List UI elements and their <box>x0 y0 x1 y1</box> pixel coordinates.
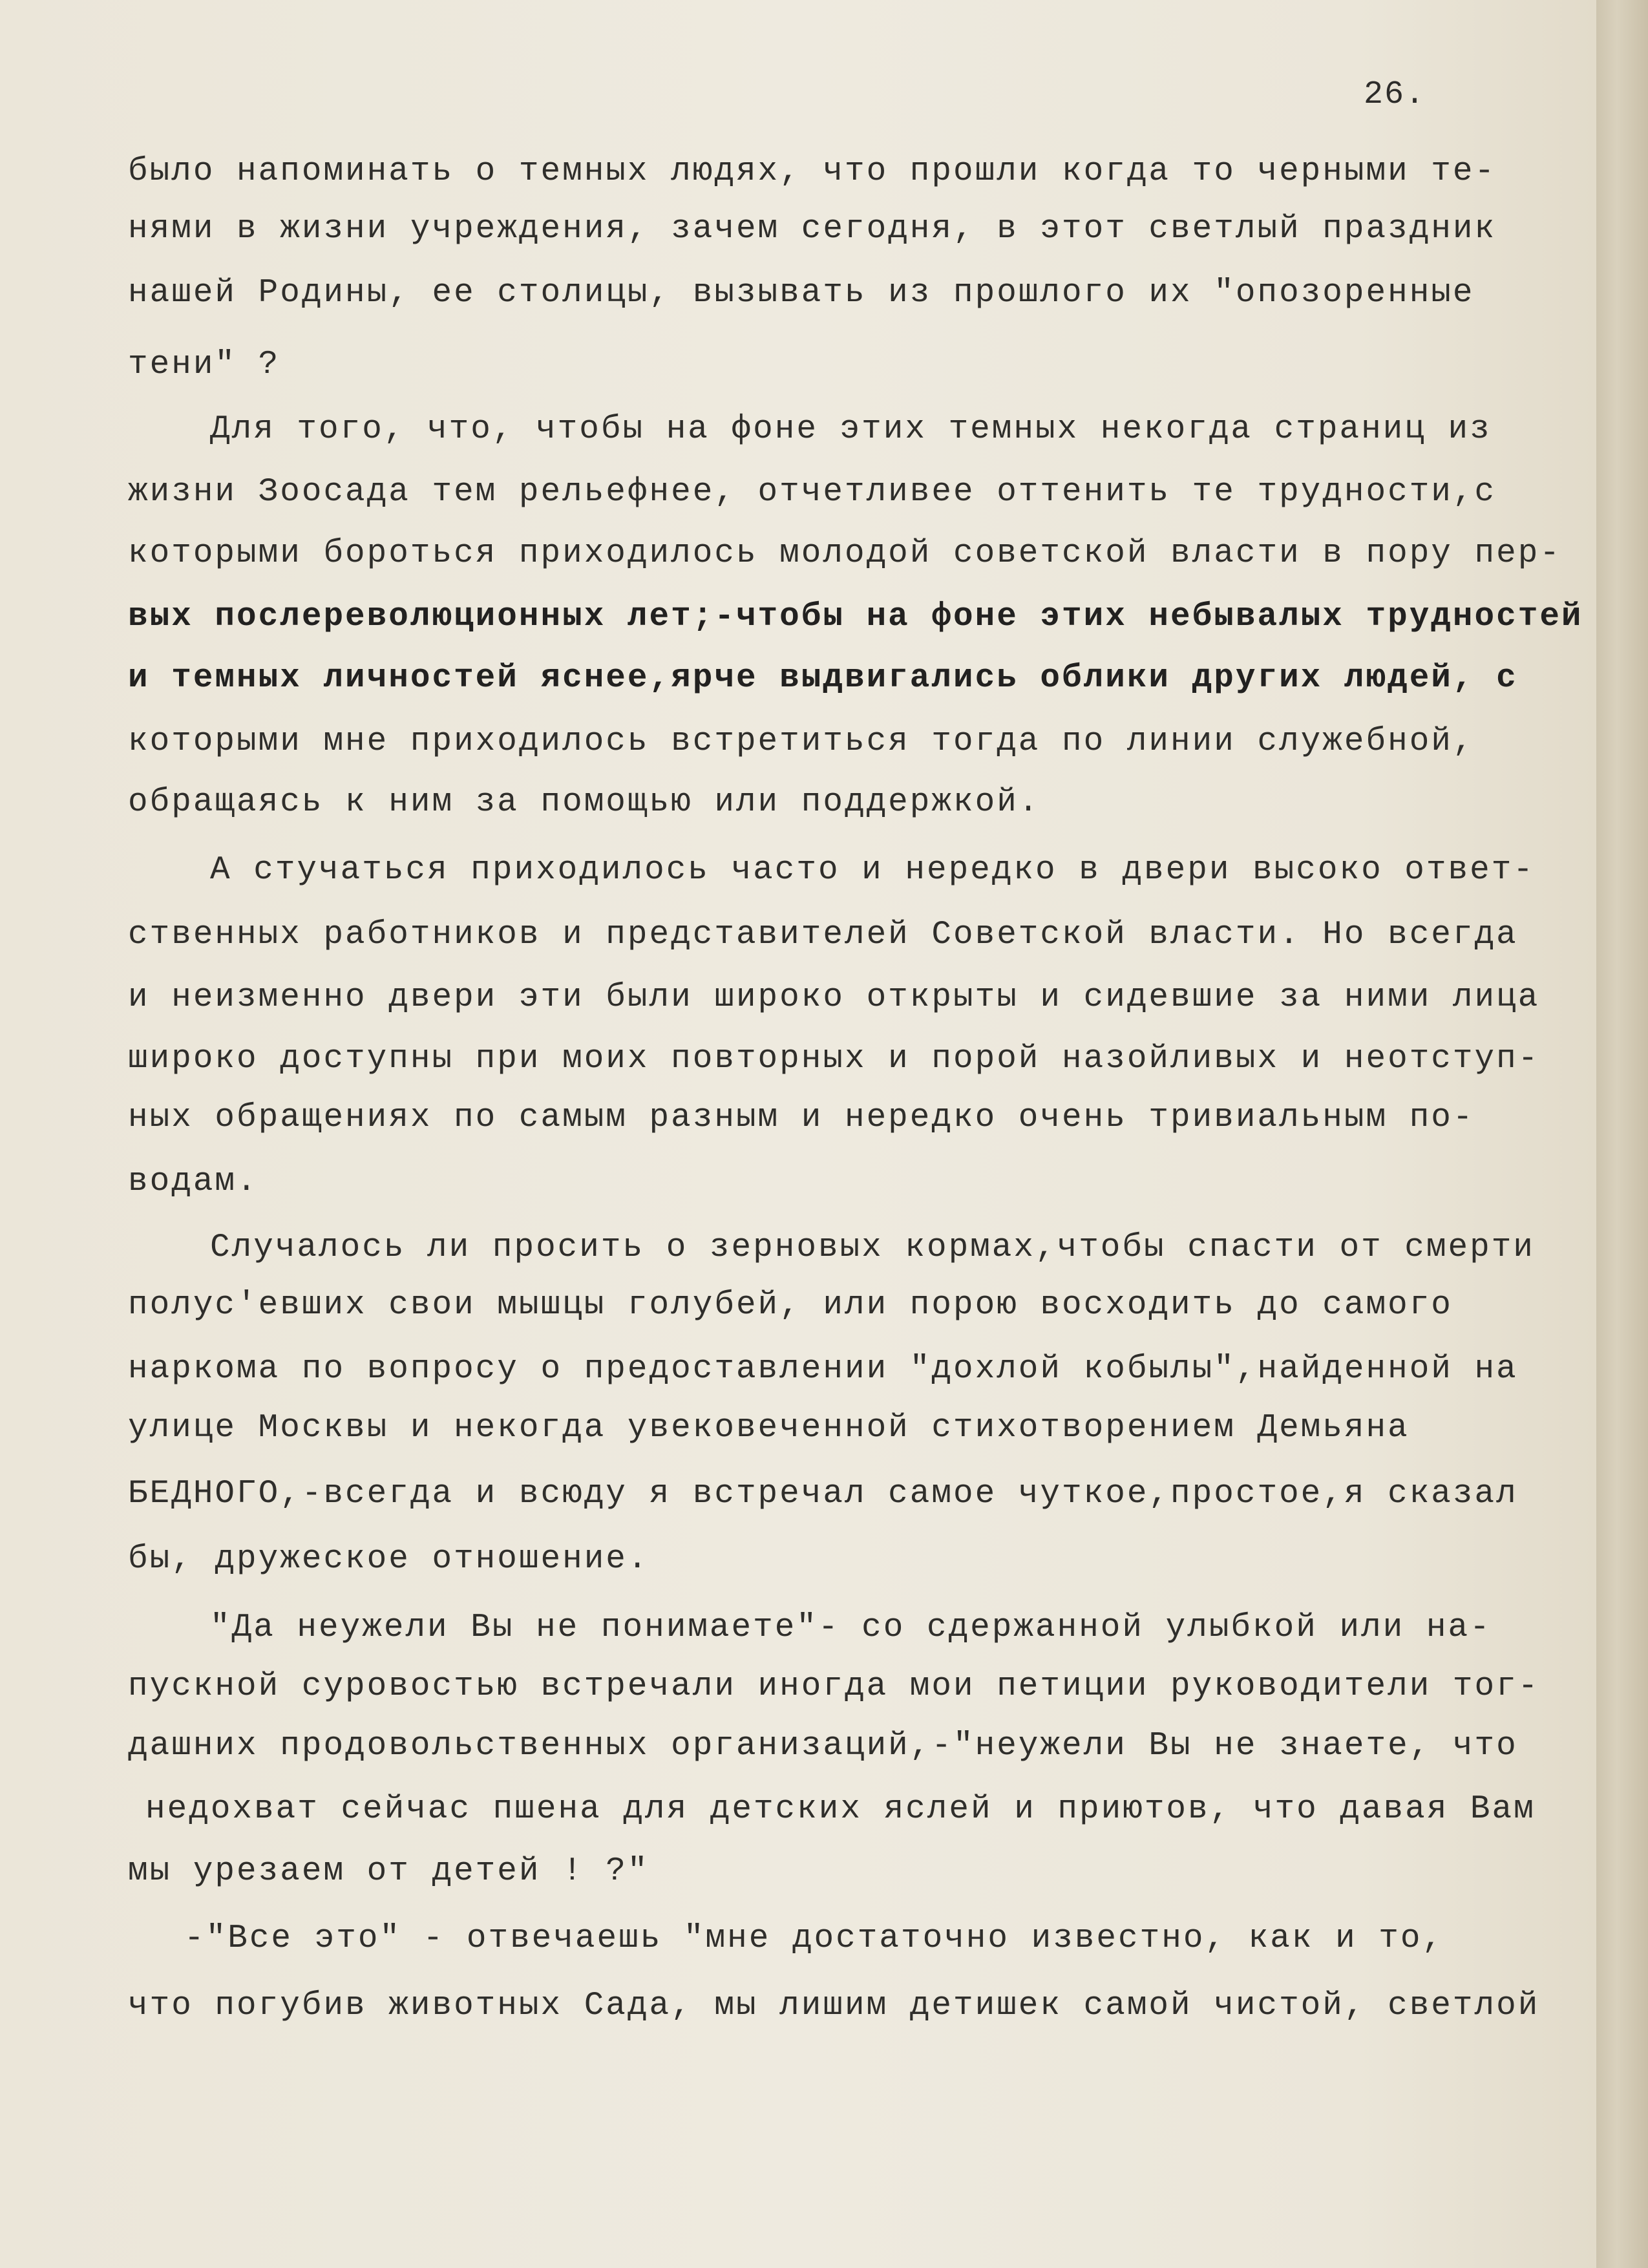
text-line: тени" ? <box>128 346 280 383</box>
text-line: нашей Родины, ее столицы, вызывать из прошлого их "опозоренные <box>128 275 1475 312</box>
text-line: "Да неужели Вы не понимаете"- со сдержанной улыбкой или на- <box>210 1609 1492 1646</box>
text-line: -"Все это" - отвечаешь "мне достаточно известно, как и то, <box>184 1920 1444 1957</box>
text-line: пускной суровостью встречали иногда мои петиции руководители тог- <box>128 1668 1540 1705</box>
text-line: было напоминать о темных людях, что прошли когда то черными те- <box>128 153 1497 190</box>
text-line: и темных личностей яснее,ярче выдвигались облики других людей, с <box>128 660 1518 697</box>
text-line: БЕДНОГО,-всегда и всюду я встречал самое чуткое,простое,я сказал <box>128 1476 1518 1512</box>
text-line: недохват сейчас пшена для детских яслей и приютов, что давая Вам <box>145 1791 1536 1828</box>
text-line: вых послереволюционных лет;-чтобы на фоне этих небывалых трудностей <box>128 599 1583 635</box>
text-line: которыми мне приходилось встретиться тогда по линии служебной, <box>128 723 1475 760</box>
page-edge <box>1596 0 1648 2268</box>
text-line: что погубив животных Сада, мы лишим детишек самой чистой, светлой <box>128 1987 1540 2024</box>
text-line: которыми бороться приходилось молодой советской власти в пору пер- <box>128 535 1561 572</box>
text-line: жизни Зоосада тем рельефнее, отчетливее оттенить те трудности,с <box>128 474 1497 511</box>
text-line: мы урезаем от детей ! ?" <box>128 1853 650 1890</box>
text-line: полус'евших свои мышцы голубей, или порою восходить до самого <box>128 1287 1453 1324</box>
text-line: наркома по вопросу о предоставлении "дохлой кобылы",найденной на <box>128 1351 1518 1388</box>
text-line: Для того, что, чтобы на фоне этих темных некогда страниц из <box>210 411 1492 448</box>
text-line: дашних продовольственных организаций,-"неужели Вы не знаете, что <box>128 1728 1518 1765</box>
text-line: и неизменно двери эти были широко открыты и сидевшие за ними лица <box>128 979 1540 1016</box>
text-line: ных обращениях по самым разным и нередко очень тривиальным по- <box>128 1099 1475 1136</box>
text-line: Случалось ли просить о зерновых кормах,чтобы спасти от смерти <box>210 1229 1535 1266</box>
text-line: улице Москвы и некогда увековеченной стихотворением Демьяна <box>128 1410 1410 1447</box>
text-line: А стучаться приходилось часто и нередко в двери высоко ответ- <box>210 852 1535 889</box>
text-line: водам. <box>128 1163 259 1200</box>
text-line: бы, дружеское отношение. <box>128 1541 650 1578</box>
text-line: ственных работников и представителей Советской власти. Но всегда <box>128 917 1518 953</box>
text-line: обращаясь к ним за помощью или поддержкой. <box>128 784 1041 821</box>
page-number: 26. <box>1364 76 1426 113</box>
text-line: широко доступны при моих повторных и порой назойливых и неотступ- <box>128 1041 1540 1077</box>
text-line: нями в жизни учреждения, зачем сегодня, в этот светлый праздник <box>128 211 1497 248</box>
